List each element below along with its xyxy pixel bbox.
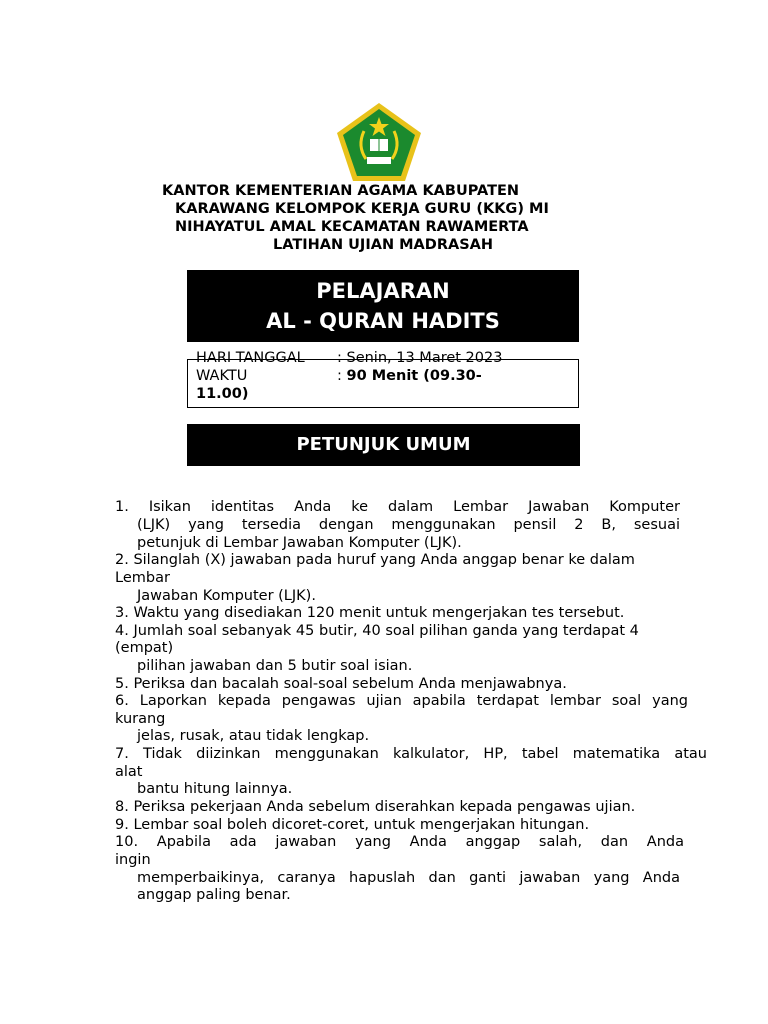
instruction-8: 8. Periksa pekerjaan Anda sebelum diserahkan kepada pengawas ujian. xyxy=(115,799,636,815)
instruction-7-line-3: bantu hitung lainnya. xyxy=(137,781,293,797)
kemenag-logo-icon xyxy=(334,101,424,183)
instruction-9: 9. Lembar soal boleh dicoret-coret, untuk mengerjakan hitungan. xyxy=(115,817,590,833)
instruction-7-line-1: 7. Tidak diizinkan menggunakan kalkulator, HP, tabel matematika atau xyxy=(115,746,707,762)
instruction-2-line-1: 2. Silanglah (X) jawaban pada huruf yang Anda anggap benar ke dalam xyxy=(115,552,635,568)
day-value: : Senin, 13 Maret 2023 xyxy=(337,350,503,366)
section-title: PETUNJUK UMUM xyxy=(296,434,471,455)
instruction-6-line-2: kurang xyxy=(115,711,166,727)
instruction-10-line-2: ingin xyxy=(115,852,151,868)
header-line-1: KANTOR KEMENTERIAN AGAMA KABUPATEN xyxy=(162,183,520,199)
time-value-cont: 11.00) xyxy=(196,386,249,402)
instruction-5: 5. Periksa dan bacalah soal-soal sebelum Anda menjawabnya. xyxy=(115,676,567,692)
instruction-4-line-3: pilihan jawaban dan 5 butir soal isian. xyxy=(137,658,413,674)
header-line-4: LATIHAN UJIAN MADRASAH xyxy=(273,237,494,253)
instruction-7-line-2: alat xyxy=(115,764,143,780)
instruction-4-line-1: 4. Jumlah soal sebanyak 45 butir, 40 soal pilihan ganda yang terdapat 4 xyxy=(115,623,639,639)
instruction-6-line-1: 6. Laporkan kepada pengawas ujian apabila terdapat lembar soal yang xyxy=(115,693,688,709)
time-value: 90 Menit (09.30- xyxy=(346,368,482,384)
time-value-wrap xyxy=(337,368,482,385)
time-colon: : xyxy=(337,368,347,384)
instruction-2-line-2: Lembar xyxy=(115,570,170,586)
instruction-10-line-4: anggap paling benar. xyxy=(137,887,291,903)
instruction-1-line-3: petunjuk di Lembar Jawaban Komputer (LJK). xyxy=(137,535,462,551)
instruction-1-line-1: 1. Isikan identitas Anda ke dalam Lembar Jawaban Komputer xyxy=(115,499,680,515)
instruction-10-line-1: 10. Apabila ada jawaban yang Anda anggap salah, dan Anda xyxy=(115,834,684,850)
instruction-4-line-2: (empat) xyxy=(115,640,174,656)
instruction-2-line-3: Jawaban Komputer (LJK). xyxy=(137,588,316,604)
instruction-10-line-3: memperbaikinya, caranya hapuslah dan ganti jawaban yang Anda xyxy=(137,870,680,886)
time-label: WAKTU xyxy=(196,368,248,384)
instruction-3: 3. Waktu yang disediakan 120 menit untuk mengerjakan tes tersebut. xyxy=(115,605,625,621)
subject-line-2: AL - QURAN HADITS xyxy=(266,309,500,333)
subject-line-1: PELAJARAN xyxy=(316,279,450,303)
header-line-2: KARAWANG KELOMPOK KERJA GURU (KKG) MI xyxy=(175,201,549,217)
instruction-6-line-3: jelas, rusak, atau tidak lengkap. xyxy=(137,728,370,744)
header-line-3: NIHAYATUL AMAL KECAMATAN RAWAMERTA xyxy=(175,219,529,235)
subject-title-box xyxy=(187,270,579,342)
instruction-1-line-2: (LJK) yang tersedia dengan menggunakan pensil 2 B, sesuai xyxy=(137,517,680,533)
section-title-box xyxy=(187,424,580,466)
day-label: HARI TANGGAL xyxy=(196,350,305,366)
